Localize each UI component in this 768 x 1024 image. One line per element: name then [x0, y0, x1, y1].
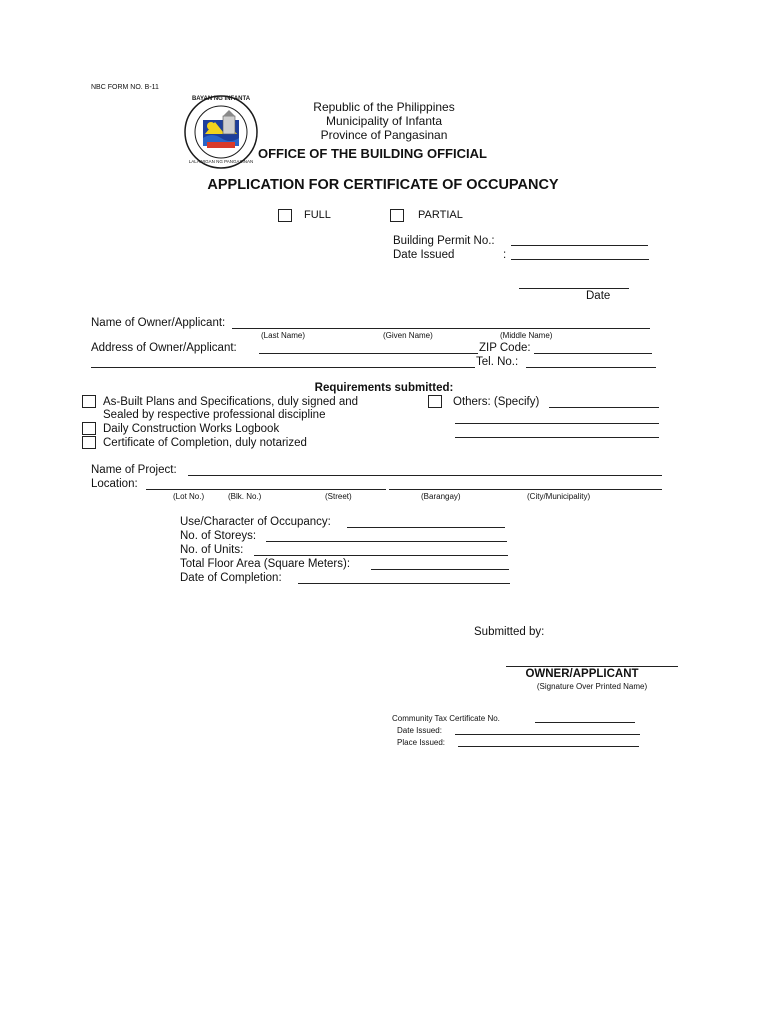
requirements-heading: Requirements submitted: [314, 382, 454, 394]
location-field-a[interactable] [146, 479, 386, 490]
full-checkbox[interactable] [278, 209, 292, 222]
completion-date-field[interactable] [298, 573, 510, 584]
use-field[interactable] [347, 517, 505, 528]
tel-field[interactable] [526, 357, 656, 368]
req-others-line3-field[interactable] [455, 427, 659, 438]
form-number: NBC FORM NO. B-11 [91, 84, 159, 91]
owner-address-line2-field[interactable] [91, 357, 475, 368]
req-logbook-checkbox[interactable] [82, 422, 96, 435]
tel-label: Tel. No.: [476, 356, 519, 368]
city-caption: (City/Municipality) [527, 492, 591, 501]
floor-area-label: Total Floor Area (Square Meters): [180, 558, 351, 570]
blk-no-caption: (Blk. No.) [228, 492, 262, 501]
permit-date-field[interactable] [511, 249, 649, 260]
permit-date-colon: : [503, 249, 507, 261]
ctc-date-label: Date Issued: [397, 726, 442, 735]
zip-field[interactable] [534, 343, 652, 354]
street-caption: (Street) [325, 492, 352, 501]
barangay-caption: (Barangay) [421, 492, 461, 501]
req-completion-checkbox[interactable] [82, 436, 96, 449]
signature-field[interactable] [506, 656, 678, 667]
full-label: FULL [304, 209, 331, 221]
given-name-caption: (Given Name) [383, 331, 433, 340]
req-plans-line1: As-Built Plans and Specifications, duly signed and [103, 396, 359, 408]
project-name-field[interactable] [188, 465, 662, 476]
location-label: Location: [91, 478, 138, 490]
signature-note: (Signature Over Printed Name) [536, 682, 648, 691]
submitted-by-label: Submitted by: [474, 626, 545, 638]
partial-label: PARTIAL [418, 209, 463, 221]
completion-date-label: Date of Completion: [180, 572, 282, 584]
req-plans-line2: Sealed by respective professional discipline [103, 409, 326, 421]
units-label: No. of Units: [180, 544, 244, 556]
req-logbook-label: Daily Construction Works Logbook [103, 423, 280, 435]
permit-no-field[interactable] [511, 235, 648, 246]
last-name-caption: (Last Name) [261, 331, 306, 340]
header-province: Province of Pangasinan [320, 128, 448, 142]
seal-bottom-text: LALAWIGAN NG PANGASINAN [188, 159, 254, 164]
ctc-place-label: Place Issued: [397, 738, 446, 747]
req-others-field[interactable] [549, 397, 659, 408]
owner-name-label: Name of Owner/Applicant: [91, 317, 226, 329]
owner-name-field[interactable] [232, 318, 650, 329]
use-label: Use/Character of Occupancy: [180, 516, 331, 528]
zip-label: ZIP Code: [479, 342, 531, 354]
floor-area-field[interactable] [371, 559, 509, 570]
req-others-checkbox[interactable] [428, 395, 442, 408]
date-field[interactable] [519, 278, 629, 289]
req-others-label: Others: (Specify) [453, 396, 540, 408]
owner-address-label: Address of Owner/Applicant: [91, 342, 237, 354]
ctc-no-field[interactable] [535, 714, 635, 723]
ctc-date-field[interactable] [455, 726, 640, 735]
permit-date-label: Date Issued [393, 249, 455, 261]
permit-no-label: Building Permit No.: [393, 235, 495, 247]
page-title: APPLICATION FOR CERTIFICATE OF OCCUPANCY [207, 177, 559, 193]
header-republic: Republic of the Philippines [313, 100, 455, 114]
ctc-place-field[interactable] [458, 738, 639, 747]
location-field-b[interactable] [389, 479, 662, 490]
office-title: OFFICE OF THE BUILDING OFFICIAL [258, 146, 487, 161]
req-completion-label: Certificate of Completion, duly notarized [103, 437, 307, 449]
ctc-no-label: Community Tax Certificate No. [392, 714, 500, 723]
project-name-label: Name of Project: [91, 464, 177, 476]
date-label: Date [586, 290, 611, 302]
middle-name-caption: (Middle Name) [500, 331, 553, 340]
owner-applicant-label: OWNER/APPLICANT [525, 668, 639, 680]
req-plans-checkbox[interactable] [82, 395, 96, 408]
storeys-field[interactable] [266, 531, 507, 542]
owner-address-field[interactable] [259, 343, 478, 354]
req-others-line2-field[interactable] [455, 413, 659, 424]
partial-checkbox[interactable] [390, 209, 404, 222]
storeys-label: No. of Storeys: [180, 530, 257, 542]
lot-no-caption: (Lot No.) [173, 492, 205, 501]
seal-top-text: BAYAN NG INFANTA [191, 96, 251, 102]
municipal-seal [183, 94, 259, 170]
header-municipality: Municipality of Infanta [325, 114, 443, 128]
units-field[interactable] [254, 545, 508, 556]
